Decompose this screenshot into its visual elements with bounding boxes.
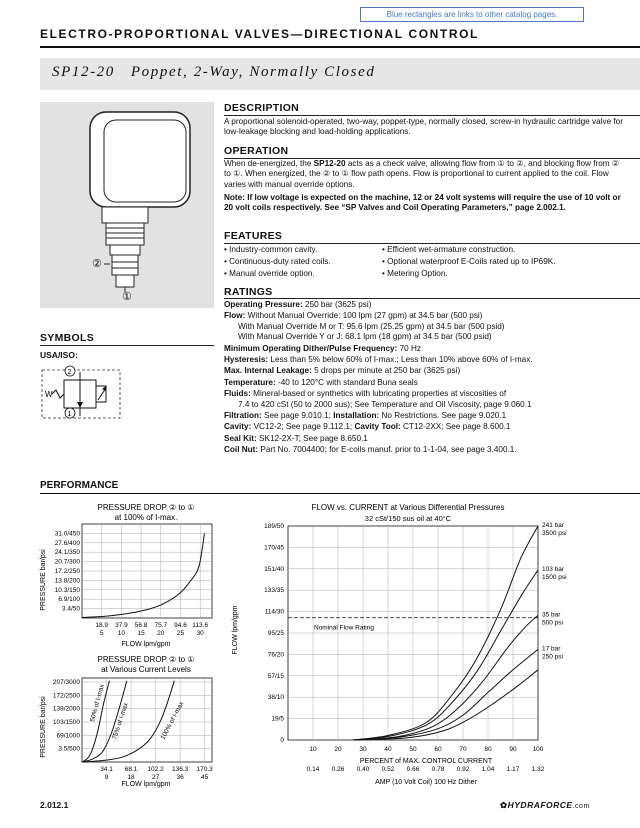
rating-fluids-2: 7.4 to 420 cSt (50 to 2000 sus); See Temperature and Oil Viscosity, page 9.060.1 [238, 399, 532, 409]
rating-hysteresis: Hysteresis: Less than 5% below 60% of I-max.; Less than 10% above 60% of I-max. [224, 355, 533, 365]
chart3-x-tick: 80 [484, 746, 492, 753]
chart3-x-tick: 40 [384, 746, 392, 753]
feature-item: • Efficient wet-armature construction. [382, 245, 516, 254]
chart1-y-tick: 10.3/150 [54, 586, 80, 594]
chart3-x-tick: 100 [532, 746, 544, 753]
brand-icon: ✿ [500, 800, 508, 810]
feature-item: • Manual override option. [224, 269, 315, 278]
chart1-y-tick: 24.1/350 [54, 549, 80, 557]
chart2-title: PRESSURE DROP ② to ① [97, 655, 195, 664]
ratings-rule [224, 298, 640, 299]
pressure-drop-chart-various [36, 652, 222, 790]
chart3-x-tick-amp: 0.26 [331, 766, 345, 773]
rating-flow-yj: With Manual Override Y or J: 68.1 lpm (18 gpm) at 34.5 bar (500 psid) [238, 332, 492, 342]
chart2-y-tick: 103/1500 [52, 719, 80, 726]
chart3-subtitle: 32 cSt/150 sus oil at 40°C [364, 514, 452, 523]
symbols-rule [40, 345, 214, 346]
operation-note: Note: If low voltage is expected on the machine, 12 or 24 volt systems will require the use of 10 volt or 20 volt coils respectively. See “SP Valves and Coil Operating Parameters,” page 2.002.1. [224, 193, 621, 213]
chart3-series-line [353, 615, 538, 740]
chart3-x-tick-amp: 0.66 [406, 766, 420, 773]
symbols-heading: SYMBOLS [40, 332, 95, 344]
flow-vs-current-chart [228, 500, 640, 792]
chart1-x-tick-lpm: 113.6 [192, 622, 209, 629]
chart3-y-tick: 0 [280, 737, 284, 744]
chart3-y-tick: 57/15 [267, 672, 284, 680]
chart2-annotation-100: 100% of I-max [159, 700, 186, 741]
chart3-x-tick: 20 [334, 746, 342, 753]
chart2-x-tick-gpm: 18 [127, 774, 135, 781]
chart3-series-line [353, 670, 538, 740]
chart2-x-tick-lpm: 170.3 [196, 766, 213, 773]
port-2-label: ② [92, 258, 102, 270]
chart1-y-tick: 3.4/50 [61, 605, 80, 613]
chart3-x-tick-amp: 0.40 [356, 766, 370, 773]
chart3-x-tick-amp: 1.04 [481, 766, 495, 773]
chart3-x-tick: 70 [459, 746, 467, 753]
operation-heading: OPERATION [224, 145, 289, 157]
features-left [224, 244, 380, 280]
rating-operating-pressure: Operating Pressure: 250 bar (3625 psi) [224, 300, 372, 309]
chart1-ylabel: PRESSURE bar/psi [40, 549, 47, 611]
chart3-x-tick: 10 [309, 746, 317, 753]
symbol-port1: 1 [67, 411, 72, 418]
chart1-y-tick: 27.6/400 [54, 539, 80, 547]
chart3-x-tick: 50 [409, 746, 417, 753]
chart3-x-tick-amp: 0.52 [381, 766, 395, 773]
chart1-x-tick-lpm: 37.9 [115, 622, 128, 629]
chart3-series-line [353, 649, 538, 740]
chart3-series-label: 241 bar [542, 522, 565, 529]
port-1-label: ① [122, 291, 132, 303]
feature-item: • Continuous-duty rated coils. [224, 257, 331, 266]
chart3-series-label: 17 bar [542, 645, 561, 653]
rating-flow-mor: With Manual Override M or T: 95.6 lpm (25.25 gpm) at 34.5 bar (500 psid) [238, 321, 505, 331]
chart2-ylabel: PRESSURE bar/psi [40, 696, 47, 758]
chart2-y-tick: 3.5/500 [58, 745, 80, 753]
chart1-x-tick-gpm: 15 [137, 630, 145, 637]
chart1-x-tick-gpm: 20 [157, 630, 165, 637]
chart3-ylabel: FLOW lpm/gpm [232, 605, 239, 655]
chart3-series-label: 3500 psi [542, 530, 567, 537]
operation-text: When de-energized, the SP12-20 acts as a check valve, allowing flow from ① to ②, and blocking flow from ② to ①. When energized, the ② to ① flow path opens. Flow is proportional to current applied to the coil. Flow varies with manual override options. [224, 159, 620, 189]
ratings-list [224, 300, 634, 456]
page-number: 2.012.1 [40, 800, 69, 810]
chart3-y-tick: 114/30 [264, 608, 284, 616]
chart2-xlabel: FLOW lpm/gpm [121, 781, 171, 788]
feature-item: • Industry-common cavity. [224, 245, 318, 254]
performance-rule [40, 493, 640, 494]
chart2-x-tick-gpm: 36 [176, 774, 184, 781]
chart3-series-label: 250 psi [542, 653, 563, 661]
product-title: SP12-20 Poppet, 2-Way, Normally Closed [52, 64, 376, 80]
symbols-standard: USA/ISO: [40, 350, 78, 360]
chart2-y-tick: 207/3000 [52, 679, 80, 686]
valve-image [40, 102, 214, 308]
chart2-x-tick-lpm: 102.2 [147, 766, 164, 773]
rating-dither: Minimum Operating Dither/Pulse Frequency: 70 Hz [224, 343, 422, 353]
chart2-x-tick-lpm: 34.1 [100, 766, 113, 773]
chart3-x-tick: 60 [434, 746, 442, 753]
performance-heading: PERFORMANCE [40, 480, 119, 491]
chart1-title: PRESSURE DROP ② to ① [97, 503, 195, 512]
catalog-title: ELECTRO-PROPORTIONAL VALVES—DIRECTIONAL CONTROL [40, 27, 479, 41]
chart1-x-tick-gpm: 25 [176, 630, 185, 637]
chart3-x-tick-amp: 1.17 [506, 766, 520, 773]
chart3-y-tick: 133/35 [264, 587, 284, 595]
chart1-subtitle: at 100% of I-max. [114, 513, 178, 522]
rating-filtration: Filtration: See page 9.010.1; Installation: No Restrictions. See page 9.020.1 [224, 411, 507, 421]
chart3-series-label: 1500 psi [542, 574, 567, 582]
chart3-x-tick-amp: 0.14 [306, 766, 320, 773]
features-right [382, 244, 632, 280]
feature-item: • Metering Option. [382, 269, 448, 278]
feature-item: • Optional waterproof E-Coils rated up to IP69K. [382, 257, 556, 266]
chart3-title: FLOW vs. CURRENT at Various Differential Pressures [311, 503, 505, 512]
rating-flow: Flow: Without Manual Override: 100 lpm (27 gpm) at 34.5 bar (500 psi) [224, 311, 483, 321]
chart3-x-tick-amp: 1.32 [531, 766, 545, 773]
chart3-y-tick: 189/50 [264, 523, 284, 530]
chart1-x-tick-gpm: 5 [99, 630, 104, 637]
rating-leakage: Max. Internal Leakage: 5 drops per minute at 250 bar (3625 psi) [224, 366, 461, 376]
rating-cavity: Cavity: VC12-2; See page 9.112.1; Cavity Tool: CT12-2XX; See page 8.600.1 [224, 422, 511, 432]
chart3-y-tick: 170/45 [264, 544, 284, 552]
chart1-x-tick-gpm: 10 [117, 630, 126, 637]
chart3-x-tick-amp: 0.92 [456, 766, 470, 773]
ratings-heading: RATINGS [224, 286, 273, 298]
chart3-series-line [353, 570, 538, 740]
header-rule [40, 46, 640, 48]
chart3-y-tick: 95/25 [267, 630, 284, 637]
chart3-y-tick: 38/10 [267, 694, 284, 702]
chart2-x-tick-lpm: 68.1 [124, 766, 138, 773]
rating-temperature: Temperature: -40 to 120°C with standard Buna seals [224, 377, 418, 387]
chart2-x-tick-gpm: 27 [151, 774, 160, 781]
nominal-flow-label: Nominal Flow Rating [314, 624, 374, 632]
chart2-annotation-75: 75% of I-max [111, 702, 130, 741]
chart1-x-tick-gpm: 30 [196, 630, 204, 637]
chart1-x-tick-lpm: 56.8 [134, 622, 148, 629]
hydraulic-symbol [40, 362, 130, 422]
chart1-x-tick-lpm: 75.7 [154, 622, 168, 629]
chart1-xlabel: FLOW lpm/gpm [121, 641, 171, 648]
symbol-w-label: W [45, 390, 53, 399]
rating-fluids: Fluids: Mineral-based or synthetics with lubricating properties at viscosities of [224, 389, 507, 399]
chart2-x-tick-gpm: 9 [104, 774, 109, 781]
chart1-series-line [82, 534, 204, 618]
chart1-y-tick: 13.8/200 [54, 577, 80, 585]
chart3-series-label: 500 psi [542, 619, 563, 627]
brand-logo: ✿HYDRAFORCE.com [500, 800, 590, 810]
rating-seal-kit: Seal Kit: SK12-2X-T; See page 8.650.1 [224, 433, 368, 443]
catalog-link-note: Blue rectangles are links to other catalog pages. [360, 7, 584, 22]
chart3-x-tick-amp: 0.78 [431, 766, 445, 773]
chart1-y-tick: 6.9/100 [58, 596, 80, 604]
chart3-x-tick: 90 [509, 746, 517, 753]
chart3-xlabel: PERCENT of MAX. CONTROL CURRENT [359, 758, 493, 765]
chart3-series-label: 103 bar [542, 566, 565, 574]
chart1-x-tick-lpm: 94.6 [174, 622, 187, 629]
description-text: A proportional solenoid-operated, two-way, poppet-type, normally closed, screw-in hydraulic cartridge valve for low-leakage blocking and load-holding applications. [224, 117, 623, 137]
chart2-y-tick: 69/1000 [56, 732, 80, 740]
chart2-y-tick: 172/2500 [52, 692, 80, 700]
features-heading: FEATURES [224, 230, 283, 242]
chart2-y-tick: 138/2000 [52, 705, 80, 713]
chart3-series-label: 35 bar [542, 611, 561, 619]
symbol-port2: 2 [67, 369, 72, 376]
chart2-x-tick-gpm: 45 [201, 774, 209, 781]
rating-coil-nut: Coil Nut: Part No. 7004400; for E-coils manuf. prior to 1-1-04, see page 3.400.1. [224, 445, 517, 455]
pressure-drop-chart-100 [36, 500, 222, 650]
chart3-x-tick: 30 [359, 746, 367, 753]
chart2-x-tick-lpm: 136.3 [171, 766, 189, 773]
description-heading: DESCRIPTION [224, 102, 300, 114]
chart1-y-tick: 20.7/300 [54, 558, 80, 566]
chart3-y-tick: 76/20 [267, 651, 284, 659]
chart2-subtitle: at Various Current Levels [101, 665, 191, 674]
chart2-annotation-50: 50% of I-max [89, 683, 106, 723]
chart1-x-tick-lpm: 18.9 [95, 622, 109, 629]
valve-illustration [40, 102, 214, 308]
chart3-y-tick: 151/40 [264, 565, 284, 573]
chart3-xlabel2: AMP (10 Volt Coil) 100 Hz Dither [375, 779, 477, 786]
chart1-y-tick: 17.2/250 [54, 568, 80, 575]
chart3-y-tick: 19/5 [271, 715, 284, 723]
chart1-y-tick: 31.0/450 [54, 530, 80, 538]
description-rule [224, 115, 640, 116]
